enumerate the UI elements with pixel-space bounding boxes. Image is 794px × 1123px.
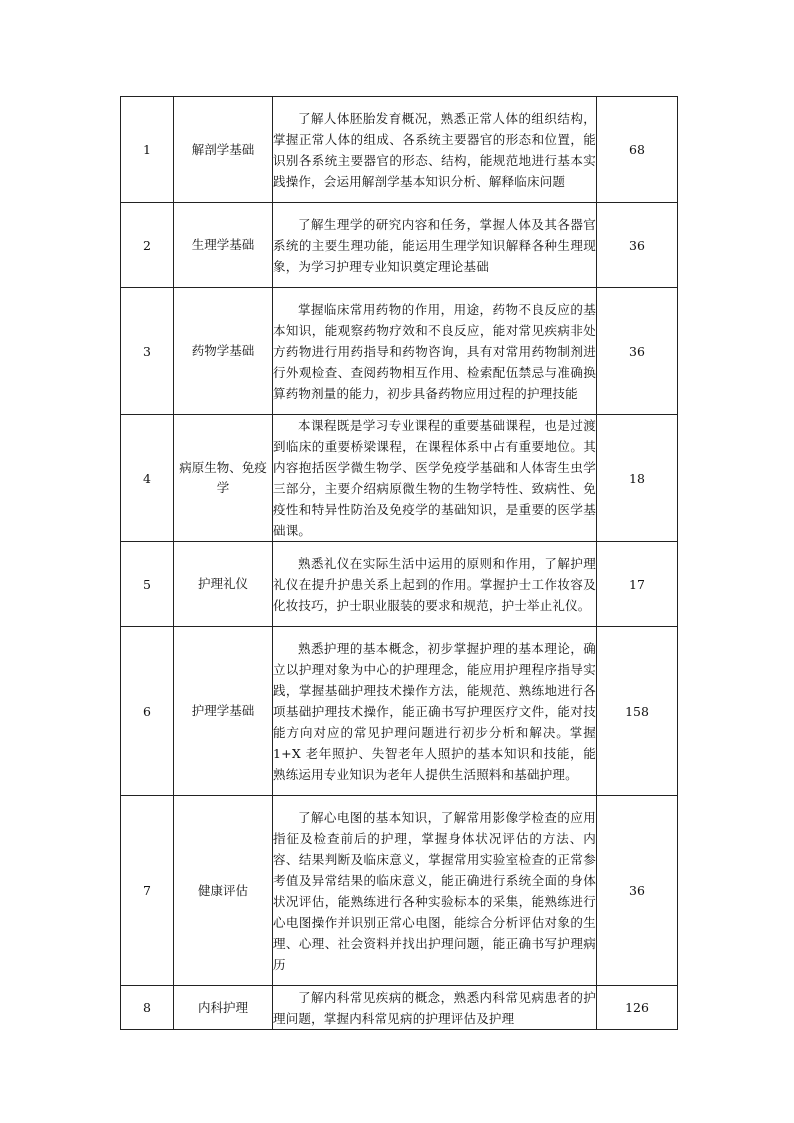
course-description: 熟悉礼仪在实际生活中运用的原则和作用，了解护理礼仪在提升护患关系上起到的作用。掌握护士工作妆容及化妆技巧，护士职业服装的要求和规范，护士举止礼仪。 [273, 542, 597, 627]
row-number: 7 [121, 796, 174, 986]
course-name: 药物学基础 [174, 288, 273, 415]
course-hours: 36 [597, 288, 678, 415]
course-description: 了解内科常见疾病的概念，熟悉内科常见病患者的护理问题，掌握内科常见病的护理评估及护理 [273, 986, 597, 1030]
course-name: 内科护理 [174, 986, 273, 1030]
row-number: 1 [121, 97, 174, 203]
table-row [121, 415, 678, 542]
course-description: 掌握临床常用药物的作用，用途，药物不良反应的基本知识，能观察药物疗效和不良反应，能对常见疾病非处方药物进行用药指导和药物咨询，具有对常用药物制剂进行外观检查、查阅药物相互作用、检索配伍禁忌与准确换算药物剂量的能力，初步具备药物应用过程的护理技能 [273, 288, 597, 415]
table-row [121, 203, 678, 288]
course-hours: 17 [597, 542, 678, 627]
row-number: 4 [121, 415, 174, 542]
table-row [121, 97, 678, 203]
course-hours: 36 [597, 796, 678, 986]
table-row [121, 986, 678, 1030]
course-name: 护理礼仪 [174, 542, 273, 627]
course-hours: 18 [597, 415, 678, 542]
course-name: 病原生物、免疫学 [174, 415, 273, 542]
course-description: 本课程既是学习专业课程的重要基础课程，也是过渡到临床的重要桥梁课程，在课程体系中占有重要地位。其内容抱括医学微生物学、医学免疫学基础和人体寄生虫学三部分，主要介绍病原微生物的生物学特性、致病性、免疫性和特异性防治及免疫学的基础知识，是重要的医学基础课。 [273, 415, 597, 542]
table-row [121, 542, 678, 627]
course-description: 了解人体胚胎发育概况，熟悉正常人体的组织结构，掌握正常人体的组成、各系统主要器官的形态和位置，能识别各系统主要器官的形态、结构，能规范地进行基本实践操作，会运用解剖学基本知识分析、解释临床问题 [273, 97, 597, 203]
row-number: 8 [121, 986, 174, 1030]
course-name: 护理学基础 [174, 627, 273, 796]
row-number: 2 [121, 203, 174, 288]
curriculum-table [120, 96, 678, 1030]
table-row [121, 288, 678, 415]
course-hours: 126 [597, 986, 678, 1030]
course-name: 解剖学基础 [174, 97, 273, 203]
course-hours: 36 [597, 203, 678, 288]
row-number: 5 [121, 542, 174, 627]
table-row [121, 627, 678, 796]
course-hours: 68 [597, 97, 678, 203]
row-number: 3 [121, 288, 174, 415]
course-description: 熟悉护理的基本概念，初步掌握护理的基本理论，确立以护理对象为中心的护理理念，能应用护理程序指导实践，掌握基础护理技术操作方法，能规范、熟练地进行各项基础护理技术操作，能正确书写护理医疗文件，能对技能方向对应的常见护理问题进行初步分析和解决。掌握 1+X 老年照护、失智老年人照护的基本知识和技能，能熟练运用专业知识为老年人提供生活照料和基础护理。 [273, 627, 597, 796]
course-hours: 158 [597, 627, 678, 796]
course-description: 了解生理学的研究内容和任务，掌握人体及其各器官系统的主要生理功能，能运用生理学知识解释各种生理现象，为学习护理专业知识奠定理论基础 [273, 203, 597, 288]
course-name: 生理学基础 [174, 203, 273, 288]
course-name: 健康评估 [174, 796, 273, 986]
table-row [121, 796, 678, 986]
row-number: 6 [121, 627, 174, 796]
course-description: 了解心电图的基本知识，了解常用影像学检查的应用指征及检查前后的护理，掌握身体状况评估的方法、内容、结果判断及临床意义，掌握常用实验室检查的正常参考值及异常结果的临床意义，能正确进行系统全面的身体状况评估，能熟练进行各种实验标本的采集，能熟练进行心电图操作并识别正常心电图，能综合分析评估对象的生理、心理、社会资料并找出护理问题，能正确书写护理病历 [273, 796, 597, 986]
